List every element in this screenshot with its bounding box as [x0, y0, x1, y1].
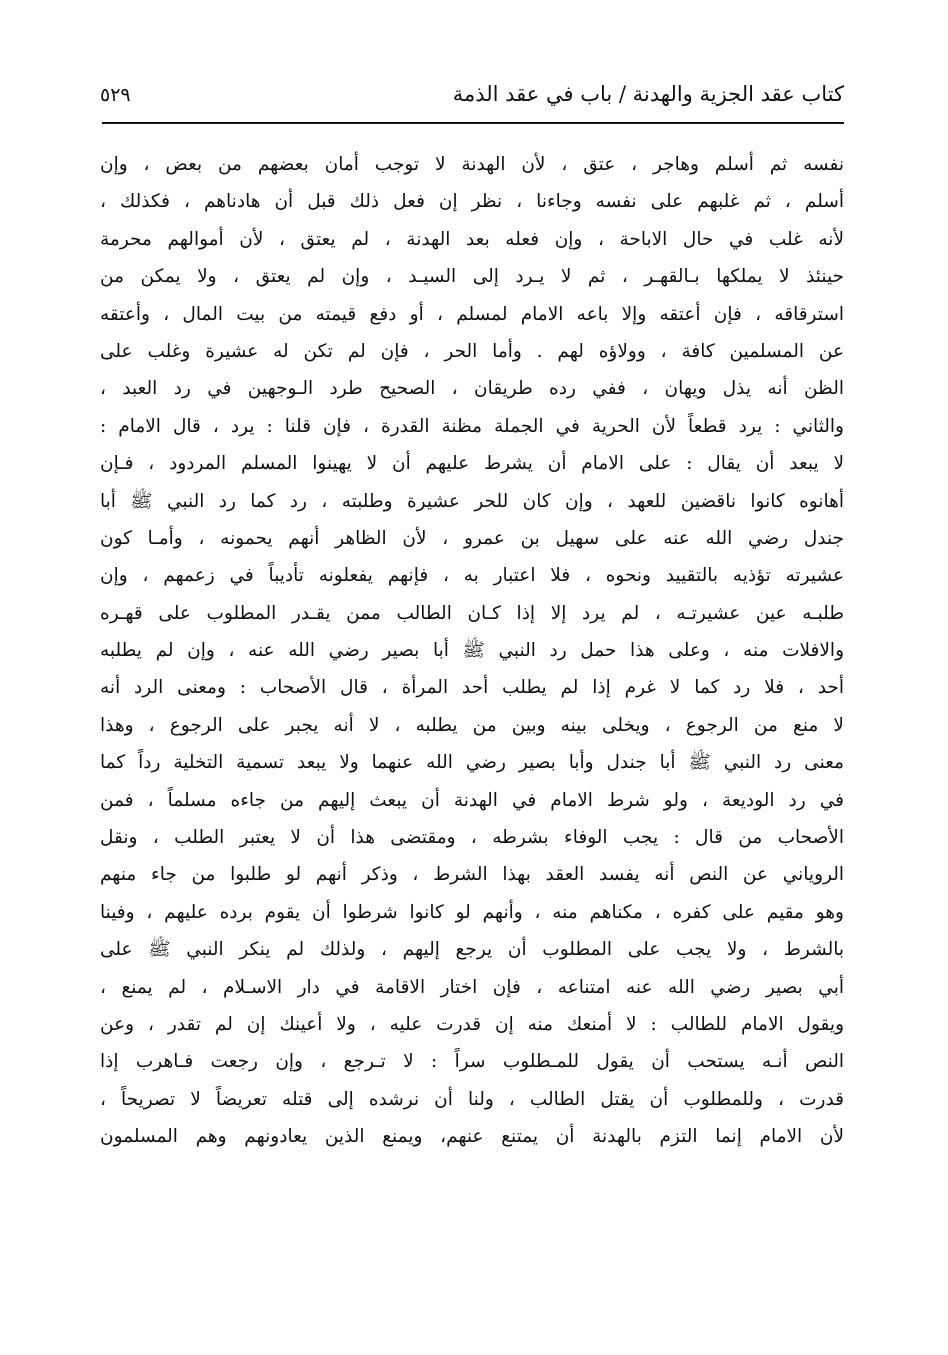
text-line: استرقاقه ، فإن أعتقه وإلا باعه الامام لمسلم ، أو دفع قيمته من بيت المال ، وأعتقه	[100, 303, 844, 325]
text-line: الروياني عن النص أنه يفسد العقد بهذا الشرط ، وذكر أنهم لو طلبوا من جاء منهم	[100, 864, 844, 886]
text-line: عن المسلمين كافة ، وولاؤه لهم . وأما الحر ، فإن لم تكن له عشيرة وغلب على	[100, 340, 844, 362]
text-line: طلبـه عين عشيرتـه ، لم يرد إلا إذا كـان الطالب ممن يقـدر المطلوب على قهـره	[100, 602, 844, 624]
body-text	[100, 146, 844, 1156]
text-line: لأنه غلب في حال الاباحة ، وإن فعله بعد الهدنة ، لم يعتق ، لأن أموالهم محرمة	[100, 228, 844, 250]
text-line: نفسه ثم أسلم وهاجر ، عتق ، لأن الهدنة لا توجب أمان بعضهم من بعض ، وإن	[100, 154, 844, 175]
text-line: عشيرته تؤذيه بالتقييد ونحوه ، فلا اعتبار به ، فإنهم يفعلونه تأديباً في زعمهم ، وإن	[100, 565, 844, 587]
text-line: أحد ، فلا رد كما لا غرم إذا لم يطلب أحد المرأة ، قال الأصحاب : ومعنى الرد أنه	[100, 677, 844, 699]
header-rule	[102, 122, 844, 124]
page-number: ٥٢٩	[100, 84, 131, 106]
text-line: الظن أنه يذل ويهان ، ففي رده طريقان ، الصحيح طرد الـوجهين في رد العبد ،	[100, 378, 844, 400]
text-line: قدرت ، وللمطلوب أن يقتل الطالب ، ولنا أن نرشده إلى قتله تعريضاً لا تصريحاً ،	[100, 1088, 844, 1110]
text-line: بالشرط ، ولا يجب على المطلوب أن يرجع إليهم ، ولذلك لم ينكر النبي ﷺ على	[100, 939, 844, 961]
text-line: أهانوه كانوا ناقضين للعهد ، وإن كان للحر عشيرة وطلبته ، رد كما رد النبي ﷺ أبا	[100, 490, 844, 512]
running-title: كتاب عقد الجزية والهدنة / باب في عقد الذمة	[452, 82, 844, 106]
text-line: ويقول الامام للطالب : لا أمنعك منه إن قدرت عليه ، ولا أعينك إن لم تقدر ، وعن	[100, 1013, 844, 1035]
text-line: أسلم ، ثم غلبهم على نفسه وجاءنا ، نظر إن فعل ذلك قبل أن هادناهم ، فكذلك ،	[100, 191, 844, 213]
text-line: وهو مقيم على كفره ، مكناهم منه ، وأنهم لو كانوا شرطوا أن يقوم برده عليهم ، وفينا	[100, 901, 844, 923]
text-line: الأصحاب من قال : يجب الوفاء بشرطه ، ومقتضى هذا أن لا يعتبر الطلب ، ونقل	[100, 827, 844, 849]
text-line: أبي بصير رضي الله عنه امتناعه ، فإن اختار الاقامة في دار الاسـلام ، لم يمنع ،	[100, 976, 844, 998]
text-line: جندل رضي الله عنه على سهيل بن عمرو ، لأن الظاهر أنهم يحمونه ، وأمـا كون	[100, 527, 844, 549]
text-line: في رد الوديعة ، ولو شرط الامام في الهدنة أن يبعث إليهم من جاءه مسلماً ، فمن	[100, 789, 844, 811]
text-line: لأن الامام إنما التزم بالهدنة أن يمتنع عنهم، ويمنع الذين يعادونهم وهم المسلمون	[100, 1126, 844, 1148]
text-line: والثاني : يرد قطعاً لأن الحرية في الجملة مظنة القدرة ، فإن قلنا : يرد ، قال الامام :	[100, 415, 844, 437]
text-line: معنى رد النبي ﷺ أبا جندل وأبا بصير رضي الله عنهما ولا يبعد تسمية التخلية رداً كما	[100, 752, 844, 774]
page-header	[100, 74, 844, 118]
text-line: النص أنـه يستحب أن يقول للمـطلوب سراً : لا تـرجع ، وإن رجعت فـاهرب إذا	[100, 1051, 844, 1073]
text-line: لا منع من الرجوع ، ويخلى بينه وبين من يطلبه ، لا أنه يجبر على الرجوع ، وهذا	[100, 714, 844, 736]
text-line: حينئذ لا يملكها بـالقهـر ، ثم لا يـرد إلى السيـد ، وإن لم يعتق ، ولا يمكن من	[100, 266, 844, 288]
text-line: لا يبعد أن يقال : على الامام أن يشرط عليهم أن لا يهينوا المسلم المردود ، فـإن	[100, 453, 844, 475]
text-line: والافلات منه ، وعلى هذا حمل رد النبي ﷺ أبا بصير رضي الله عنه ، وإن لم يطلبه	[100, 640, 844, 662]
